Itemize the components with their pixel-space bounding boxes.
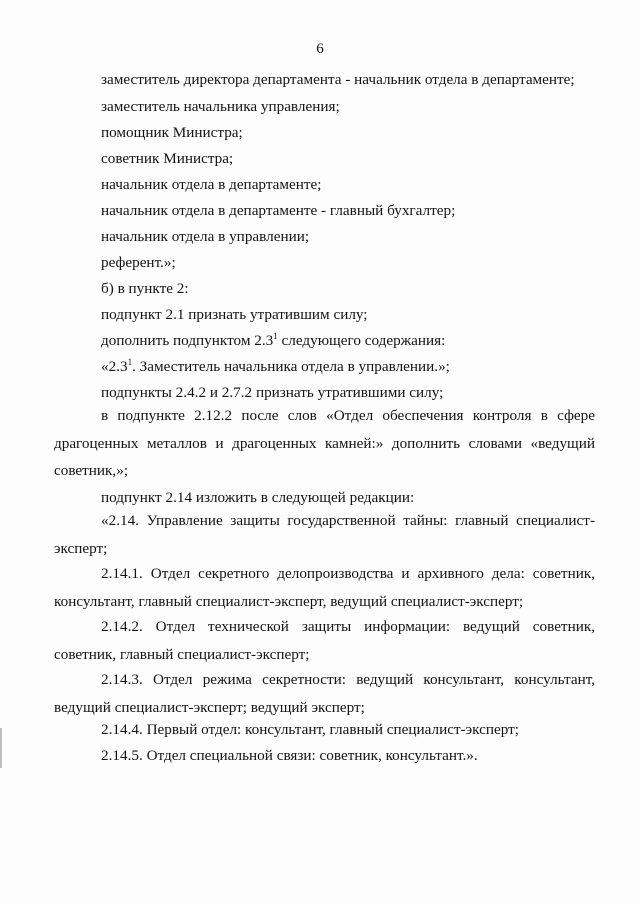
clause-214-new-edition: подпункт 2.14 изложить в следующей редакции: — [101, 489, 415, 506]
line-2144-first-dept: 2.14.4. Первый отдел: консультант, главный специалист-эксперт; — [101, 721, 520, 738]
paragraph-2122-addition: в подпункте 2.12.2 после слов «Отдел обеспечения контроля в сфере драгоценных металлов и драгоценных камней:» дополнить словами «ведущий советник,»; — [54, 407, 595, 479]
paragraph-2140-directorate: «2.14. Управление защиты государственной тайны: главный специалист-эксперт; — [54, 512, 595, 557]
list-item-deputy-head-directorate: заместитель начальника управления; — [101, 98, 340, 115]
paragraph-2142-technical-protection: 2.14.2. Отдел технической защиты информации: ведущий советник, советник, главный специалист-эксперт; — [54, 618, 595, 663]
supplement-tail: следующего содержания: — [277, 332, 446, 349]
list-item-head-dept-in-directorate: начальник отдела в управлении; — [101, 228, 310, 245]
quoted-subclause-23 — [101, 358, 450, 376]
list-item-head-dept-chief-accountant: начальник отдела в департаменте - главный бухгалтер; — [101, 202, 456, 219]
clause-b-heading: б) в пункте 2: — [101, 280, 189, 297]
quote-tail: . Заместитель начальника отдела в управлении.»; — [132, 358, 450, 375]
superscript: 1 — [127, 357, 133, 367]
clause-21-invalidate: подпункт 2.1 признать утратившим силу; — [101, 306, 368, 323]
list-item-minister-assistant: помощник Министра; — [101, 124, 243, 141]
list-item-referent: референт.»; — [101, 254, 176, 271]
quote-open: «2.3 — [101, 358, 128, 375]
paragraph-2143-secrecy-regime: 2.14.3. Отдел режима секретности: ведущий консультант, консультант, ведущий специалист-эксперт; ведущий эксперт; — [54, 671, 595, 716]
superscript: 1 — [273, 331, 278, 341]
list-item-minister-adviser: советник Министра; — [101, 150, 234, 167]
line-2145-special-comms: 2.14.5. Отдел специальной связи: советник, консультант.». — [101, 747, 478, 764]
supplement-line — [101, 332, 445, 350]
list-item-head-dept-in-department: начальник отдела в департаменте; — [101, 176, 322, 193]
scan-edge-mark — [0, 728, 2, 768]
clause-invalidate-242-272: подпункты 2.4.2 и 2.7.2 признать утратившими силу; — [101, 384, 444, 401]
page-number: 6 — [316, 41, 324, 57]
supplement-text: дополнить подпунктом 2.3 — [101, 332, 274, 349]
list-item-deputy-director: заместитель директора департамента - начальник отдела в департаменте; — [101, 71, 575, 88]
paragraph-2141-records-dept: 2.14.1. Отдел секретного делопроизводства и архивного дела: советник, консультант, главный специалист-эксперт, ведущий специалист-эксперт; — [54, 565, 595, 610]
